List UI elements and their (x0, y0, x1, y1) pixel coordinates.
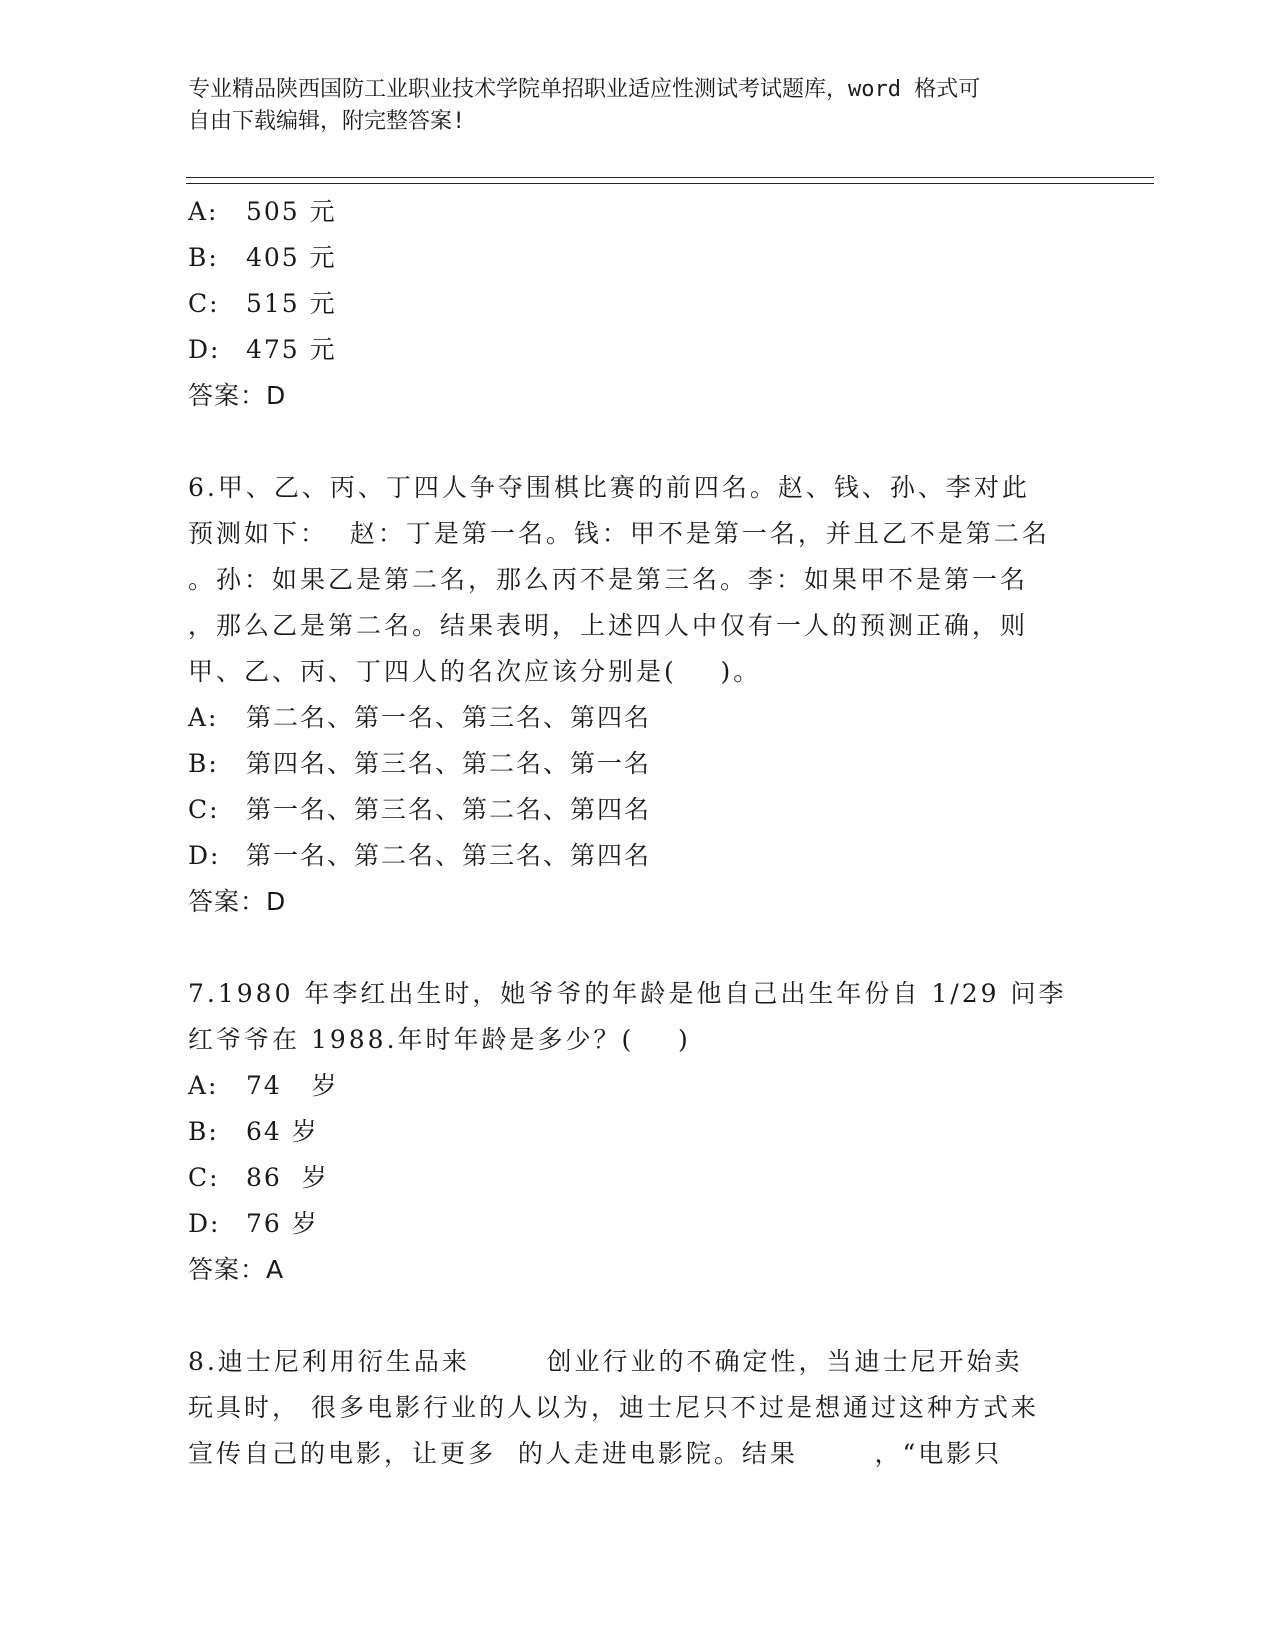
option-key: B: (188, 243, 219, 272)
answer-line: 答案：A (188, 1255, 285, 1284)
question-line: 玩具时， 很多电影行业的人以为，迪士尼只不过是想通过这种方式来 (188, 1393, 1039, 1422)
spacer (188, 925, 1088, 971)
option-key: B: (188, 749, 219, 778)
question-line: 甲、乙、丙、丁四人的名次应该分别是( )。 (188, 657, 762, 686)
option-text: 第四名、第三名、第二名、第一名 (246, 749, 652, 778)
option-key: A: (188, 703, 219, 732)
question-line: 7.1980 年李红出生时，她爷爷的年龄是他自己出生年份自 1/29 问李 (188, 979, 1067, 1008)
question-7-text (188, 971, 1088, 1063)
option-key: A: (188, 197, 219, 226)
option-key: D: (188, 1209, 221, 1238)
option-text: 第一名、第三名、第二名、第四名 (246, 795, 652, 824)
page-header (188, 74, 1088, 138)
question-7-options (188, 1063, 1088, 1247)
option-a (188, 695, 1088, 741)
option-b (188, 1109, 1088, 1155)
spacer (188, 419, 1088, 465)
header-line-1: 专业精品陕西国防工业职业技术学院单招职业适应性测试考试题库，word 格式可 (188, 77, 981, 102)
option-text: 第二名、第一名、第三名、第四名 (246, 703, 652, 732)
option-key: D: (188, 335, 221, 364)
question-line: 红爷爷在 1988.年时年龄是多少？( ) (188, 1025, 691, 1054)
option-d (188, 1201, 1088, 1247)
option-d (188, 833, 1088, 879)
option-text: 64 岁 (246, 1117, 319, 1146)
option-a (188, 1063, 1088, 1109)
option-key: C: (188, 795, 220, 824)
question-line: 预测如下： 赵：丁是第一名。钱：甲不是第一名，并且乙不是第二名 (188, 519, 1050, 548)
question-line: 宣传自己的电影，让更多 的人走进电影院。结果 ，“电影只 (188, 1439, 1003, 1468)
header-line-2: 自由下载编辑，附完整答案! (188, 109, 466, 134)
option-text: 74 岁 (246, 1071, 339, 1100)
question-6-text (188, 465, 1088, 695)
option-text: 505 元 (246, 197, 337, 226)
option-key: B: (188, 1117, 219, 1146)
option-key: C: (188, 1163, 220, 1192)
option-text: 515 元 (246, 289, 337, 318)
option-c (188, 281, 1088, 327)
option-c (188, 1155, 1088, 1201)
question-8-text (188, 1339, 1088, 1477)
option-key: C: (188, 289, 220, 318)
question-line: 。孙：如果乙是第二名，那么丙不是第三名。李：如果甲不是第一名 (188, 565, 1029, 594)
option-b (188, 741, 1088, 787)
option-key: A: (188, 1071, 219, 1100)
question-6-options (188, 695, 1088, 879)
option-b (188, 235, 1088, 281)
answer-line: 答案：D (188, 887, 287, 916)
option-text: 第一名、第二名、第三名、第四名 (246, 841, 652, 870)
option-text: 405 元 (246, 243, 337, 272)
option-c (188, 787, 1088, 833)
answer-line: 答案：D (188, 381, 287, 410)
question-line: 8.迪士尼利用衍生品来 创业行业的不确定性，当迪士尼开始卖 (188, 1347, 1023, 1376)
header-divider (186, 177, 1154, 184)
question-5-options (188, 189, 1088, 373)
question-line: ，那么乙是第二名。结果表明，上述四人中仅有一人的预测正确，则 (188, 611, 1029, 640)
option-d (188, 327, 1088, 373)
option-text: 475 元 (246, 335, 337, 364)
option-text: 76 岁 (246, 1209, 319, 1238)
spacer (188, 1293, 1088, 1339)
option-key: D: (188, 841, 221, 870)
option-a (188, 189, 1088, 235)
option-text: 86 岁 (246, 1163, 329, 1192)
document-body (188, 189, 1088, 1477)
question-line: 6.甲、乙、丙、丁四人争夺围棋比赛的前四名。赵、钱、孙、李对此 (188, 473, 1030, 502)
